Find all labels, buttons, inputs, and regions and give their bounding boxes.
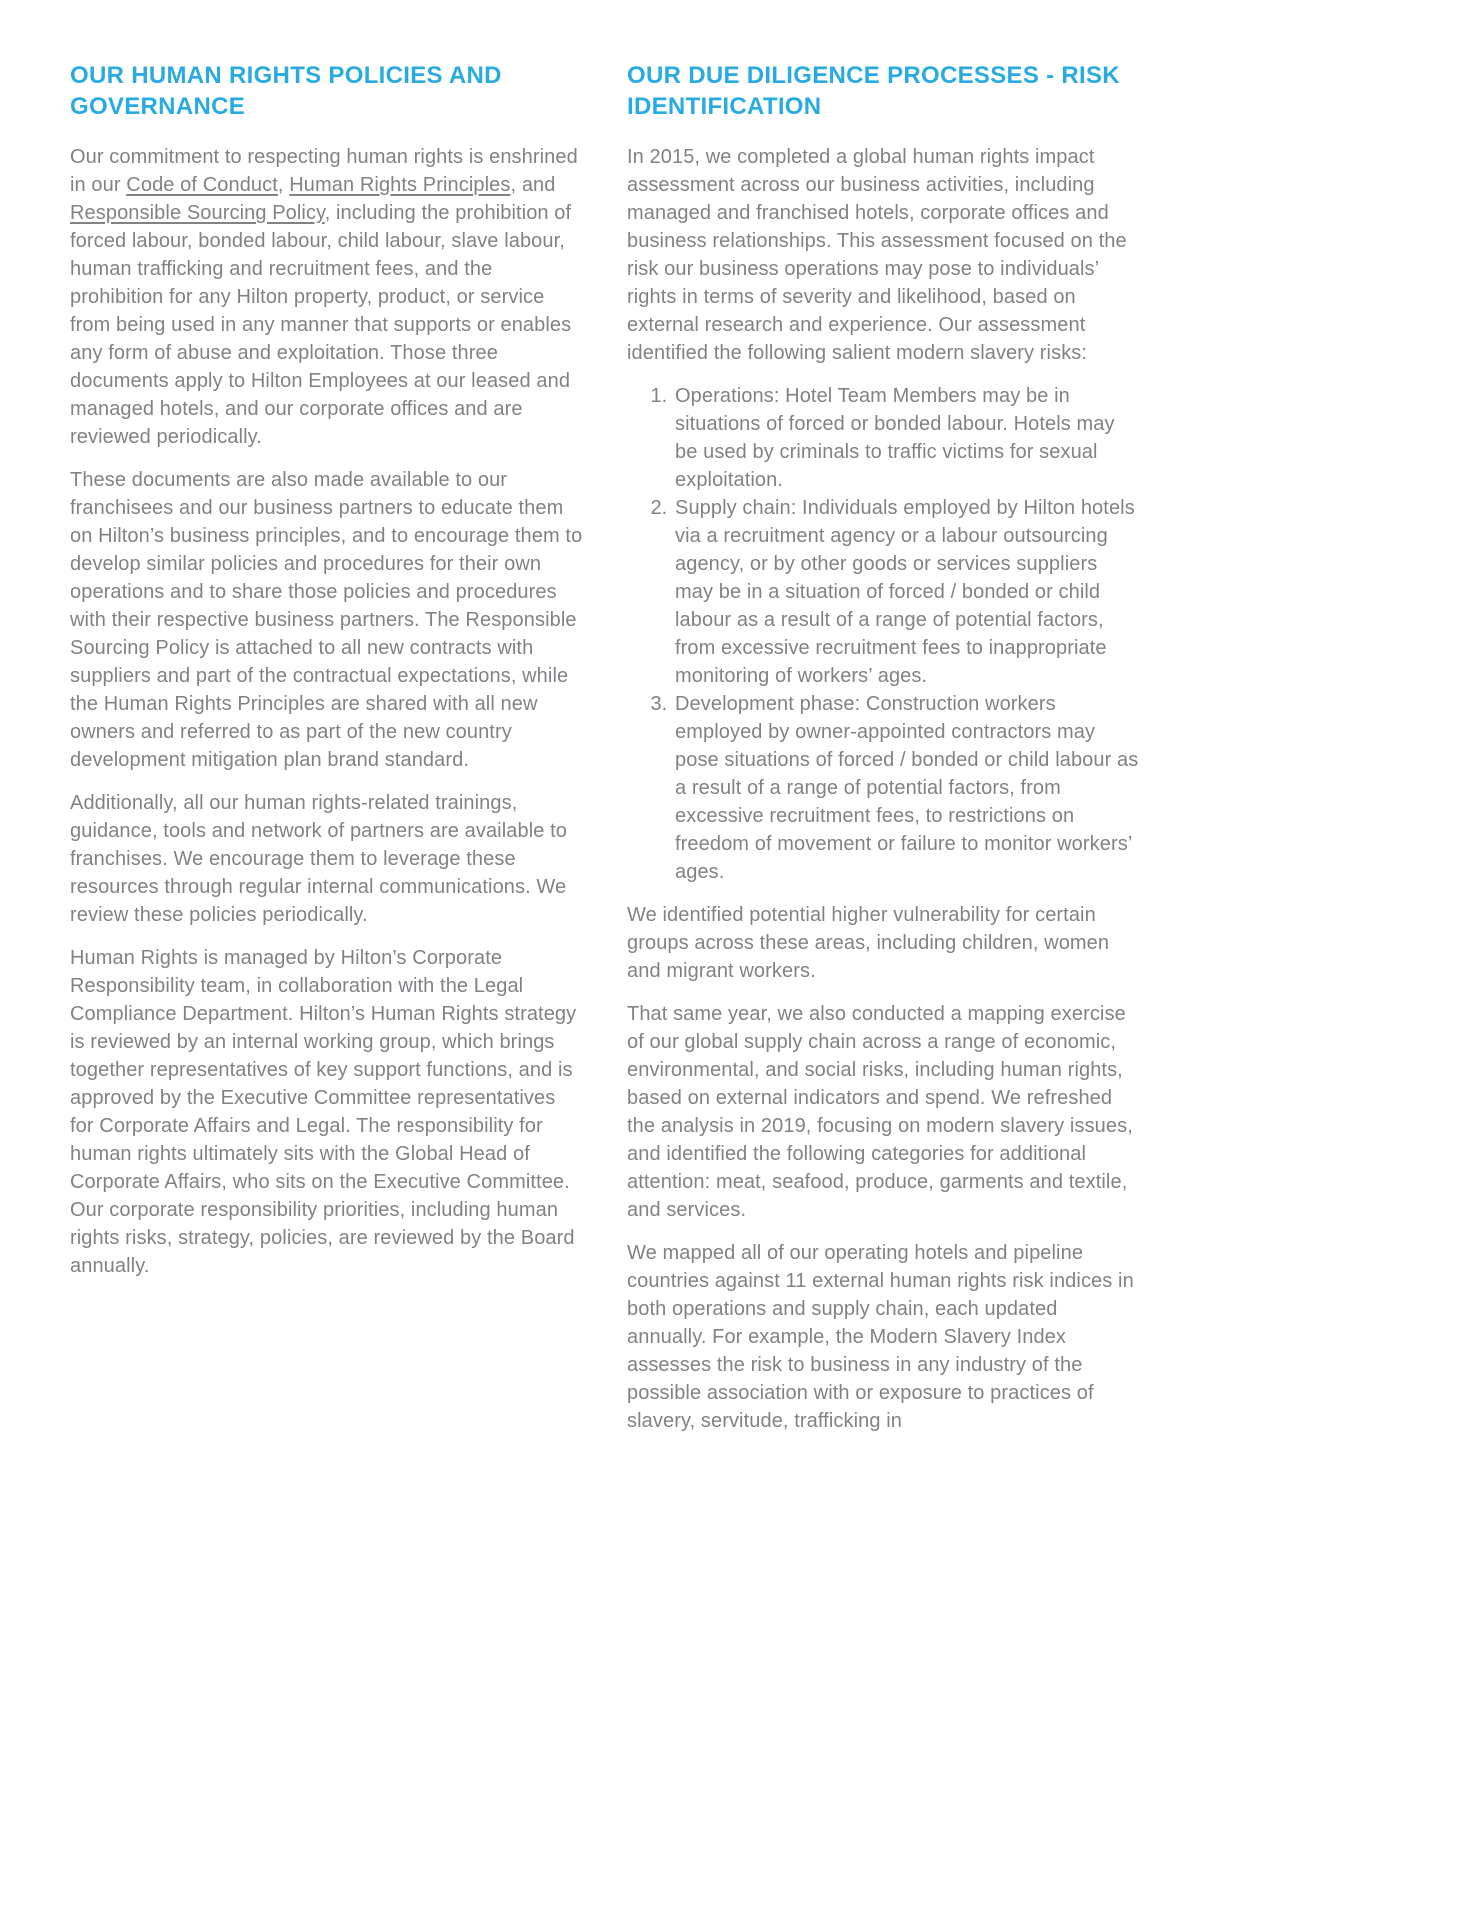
paragraph-governance: Human Rights is managed by Hilton’s Corporate Responsibility team, in collaboration with the Legal Compliance Department. Hilton’s Human Rights strategy is reviewed by an internal working group, which brings together representatives of key support functions, and is approved by the Executive Committee representatives for Corporate Affairs and Legal. The responsibility for human rights ultimately sits with the Global Head of Corporate Affairs, who sits on the Executive Committee. Our corporate responsibility priorities, including human rights risks, strategy, policies, are reviewed by the Board annually. xyxy=(70,947,577,1277)
heading-human-rights-policies: OUR HUMAN RIGHTS POLICIES AND GOVERNANCE xyxy=(70,62,502,120)
risk-item-development-phase: 3. Development phase: Construction workers employed by owner-appointed contractors may pose situations of forced / bonded or child labour as a result of a range of potential factors, from excessive recruitment fees, to restrictions on freedom of movement or failure to monitor workers’ ages. xyxy=(673,690,1141,886)
policy-document-link[interactable]: Human Rights Principles xyxy=(289,174,511,196)
text-segment: Our commitment to respecting human rights is enshrined in our xyxy=(70,146,578,196)
paragraph-vulnerability: We identified potential higher vulnerability for certain groups across these areas, including children, women and migrant workers. xyxy=(627,904,1110,982)
text-segment: , including the prohibition of forced labour, bonded labour, child labour, slave labour, human trafficking and recruitment fees, and the prohibition for any Hilton property, product, or service from being used in any manner that supports or enables any form of abuse and exploitation. Those three documents apply to Hilton Employees at our leased and managed hotels, and our corporate offices and are reviewed periodically. xyxy=(70,202,572,448)
paragraph-policies-intro xyxy=(70,143,584,451)
salient-risks-list xyxy=(627,382,1141,886)
policy-document-link[interactable]: Code of Conduct xyxy=(126,174,278,196)
paragraph-franchisees: These documents are also made available to our franchisees and our business partners to educate them on Hilton’s business principles, and to encourage them to develop similar policies and procedures for their own operations and to share those policies and procedures with their respective business partners. The Responsible Sourcing Policy is attached to all new contracts with suppliers and part of the contractual expectations, while the Human Rights Principles are shared with all new owners and referred to as part of the new country development mitigation plan brand standard. xyxy=(70,469,583,771)
heading-due-diligence: OUR DUE DILIGENCE PROCESSES - RISK IDENTIFICATION xyxy=(627,62,1120,120)
paragraph-trainings: Additionally, all our human rights-related trainings, guidance, tools and network of partners are available to franchises. We encourage them to leverage these resources through regular internal communications. We review these policies periodically. xyxy=(70,792,568,926)
risk-item-operations: 1. Operations: Hotel Team Members may be in situations of forced or bonded labour. Hotels may be used by criminals to traffic victims for sexual exploitation. xyxy=(673,382,1141,494)
right-column xyxy=(627,60,1141,1920)
policy-document-link[interactable]: Responsible Sourcing Policy xyxy=(70,202,325,224)
paragraph-assessment-intro: In 2015, we completed a global human rights impact assessment across our business activities, including managed and franchised hotels, corporate offices and business relationships. This assessment focused on the risk our business operations may pose to individuals’ rights in terms of severity and likelihood, based on external research and experience. Our assessment identified the following salient modern slavery risks: xyxy=(627,146,1127,364)
paragraph-risk-indices: We mapped all of our operating hotels and pipeline countries against 11 external human rights risk indices in both operations and supply chain, each updated annually. For example, the Modern Slavery Index assesses the risk to business in any industry of the possible association with or exposure to practices of slavery, servitude, trafficking in xyxy=(627,1242,1134,1432)
paragraph-mapping-exercise: That same year, we also conducted a mapping exercise of our global supply chain across a range of economic, environmental, and social risks, including human rights, based on external indicators and spend. We refreshed the analysis in 2019, focusing on modern slavery issues, and identified the following categories for additional attention: meat, seafood, produce, garments and textile, and services. xyxy=(627,1003,1133,1221)
risk-item-supply-chain: 2. Supply chain: Individuals employed by Hilton hotels via a recruitment agency or a labour outsourcing agency, or by other goods or services suppliers may be in a situation of forced / bonded or child labour as a result of a range of potential factors, from excessive recruitment fees to inappropriate monitoring of workers’ ages. xyxy=(673,494,1141,690)
left-column xyxy=(70,60,584,1920)
text-segment: , xyxy=(277,174,290,196)
text-segment: , and xyxy=(510,174,556,196)
